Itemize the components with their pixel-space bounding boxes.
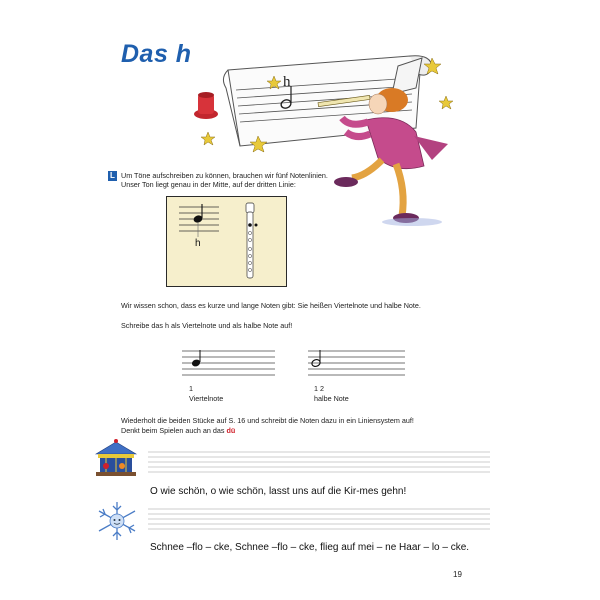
task-text: Schreibe das h als Viertelnote und als halbe Note auf! (121, 321, 293, 330)
note-box (166, 196, 287, 287)
note-name-h: h (195, 238, 201, 249)
staff-half (308, 351, 405, 375)
song1-staff (148, 450, 490, 476)
quarter-count: 1 (189, 384, 193, 393)
half-label: halbe Note (314, 394, 349, 403)
page-number: 19 (453, 570, 462, 579)
note-box-graphic (167, 197, 286, 286)
song2-staff (148, 507, 490, 533)
half-count: 1 2 (314, 384, 324, 393)
instruction-line-1: Wiederholt die beiden Stücke auf S. 16 und schreibt die Noten dazu in ein Liniensystem auf! (121, 416, 414, 425)
intro-line-2: Unser Ton liegt genau in der Mitte, auf der dritten Linie: (121, 180, 296, 189)
l-badge: L (108, 171, 117, 181)
song1-lyrics: O wie schön, o wie schön, lasst uns auf die Kir-mes gehn! (150, 486, 407, 497)
red-hat-icon (194, 92, 218, 119)
recorder-fingering-icon (246, 203, 258, 278)
info-text: Wir wissen schon, dass es kurze und lange Noten gibt: Sie heißen Viertelnote und halbe Note. (121, 301, 421, 310)
snowflake-icon (94, 500, 140, 542)
du-highlight: dü (226, 426, 236, 435)
carousel-icon (92, 438, 140, 480)
instruction-line-2-prefix: Denkt beim Spielen auch an das (121, 426, 227, 435)
intro-line-1: Um Töne aufschreiben zu können, brauchen wir fünf Notenlinien. (121, 171, 328, 180)
quarter-label: Viertelnote (189, 394, 224, 403)
page-title: Das h (121, 40, 192, 68)
scroll-note-name: h (283, 74, 291, 90)
instruction-line-2 (121, 426, 235, 436)
exercise-staves (180, 349, 410, 389)
song2-lyrics: Schnee –flo – cke, Schnee –flo – cke, flieg auf mei – ne Haar – lo – cke. (150, 542, 470, 553)
